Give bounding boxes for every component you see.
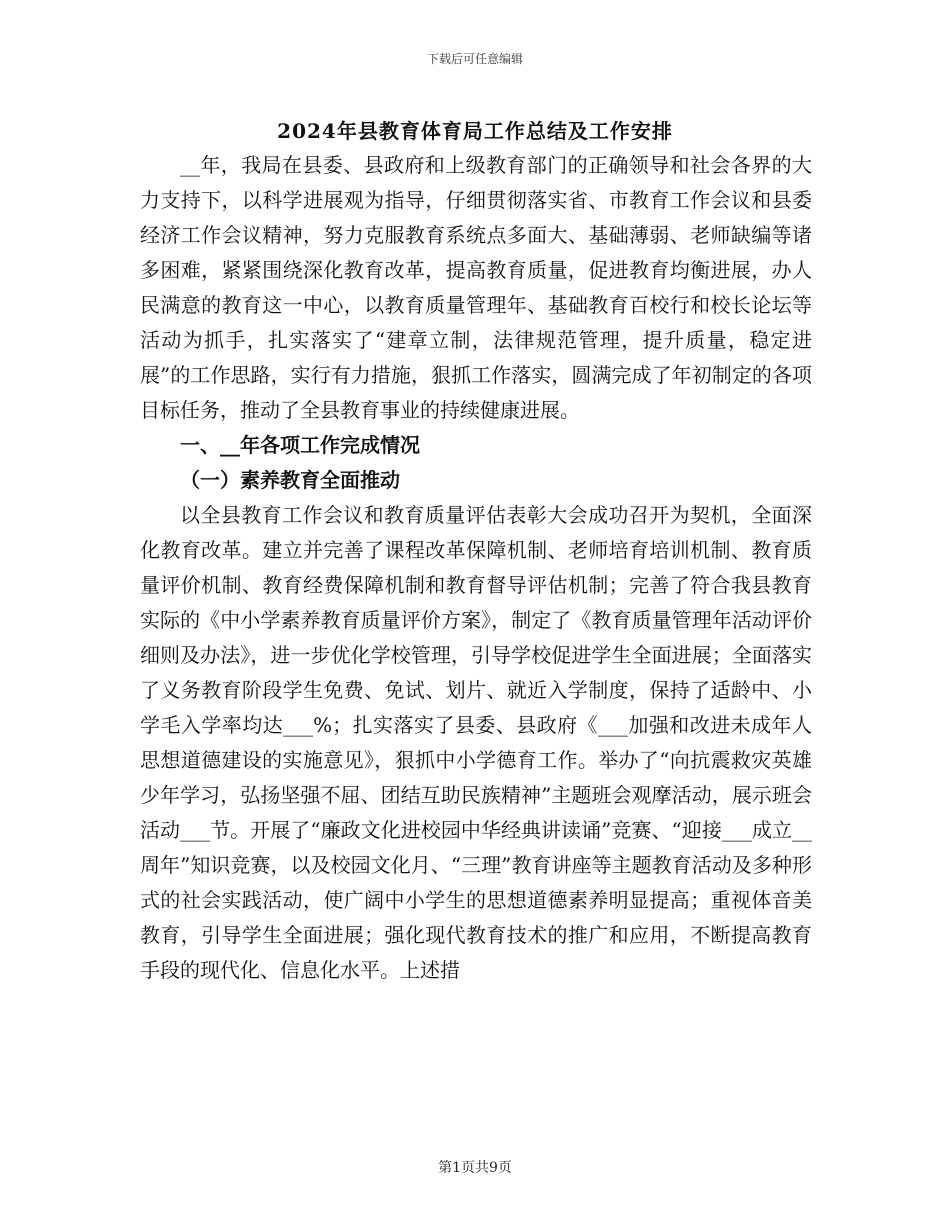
document-body [140, 148, 812, 988]
document-title: 2024年县教育体育局工作总结及工作安排 [277, 119, 673, 143]
page-number: 第1页共9页 [438, 1160, 512, 1176]
intro-paragraph: __年，我局在县委、县政府和上级教育部门的正确领导和社会各界的大力支持下，以科学进展观为指导，仔细贯彻落实省、市教育工作会议和县委经济工作会议精神，努力克服教育系统点多面大、基础薄弱、老师缺编等诸多困难，紧紧围绕深化教育改革，提高教育质量，促进教育均衡进展，办人民满意的教育这一中心，以教育质量管理年、基础教育百校行和校长论坛等活动为抓手，扎实落实了“建章立制，法律规范管理，提升质量，稳定进展”的工作思路，实行有力措施，狠抓工作落实，圆满完成了年初制定的各项目标任务，推动了全县教育事业的持续健康进展。 [140, 153, 812, 422]
subsection-heading: （一）素养教育全面推动 [180, 468, 400, 492]
page-header-note: 下载后可任意编辑 [426, 52, 523, 66]
body-paragraph: 以全县教育工作会议和教育质量评估表彰大会成功召开为契机，全面深化教育改革。建立并完善了课程改革保障机制、老师培育培训机制、教育质量评价机制、教育经费保障机制和教育督导评估机制；完善了符合我县教育实际的《中小学素养教育质量评价方案》，制定了《教育质量管理年活动评价细则及办法》，进一步优化学校管理，引导学校促进学生全面进展；全面落实了义务教育阶段学生免费、免试、划片、就近入学制度，保持了适龄中、小学毛入学率均达___%；扎实落实了县委、县政府《___加强和改进未成年人思想道德建设的实施意见》，狠抓中小学德育工作。举办了“向抗震救灾英雄少年学习，弘扬坚强不屈、团结互助民族精神”主题班会观摩活动，展示班会活动___节。开展了“廉政文化进校园中华经典讲读诵”竞赛、“迎接___成立__周年”知识竞赛，以及校园文化月、“三理”教育讲座等主题教育活动及多种形式的社会实践活动，使广阔中小学生的思想道德素养明显提高；重视体音美教育，引导学生全面进展；强化现代教育技术的推广和应用，不断提高教育手段的现代化、信息化水平。上述措 [140, 503, 812, 982]
section-heading: 一、__年各项工作完成情况 [180, 433, 420, 457]
